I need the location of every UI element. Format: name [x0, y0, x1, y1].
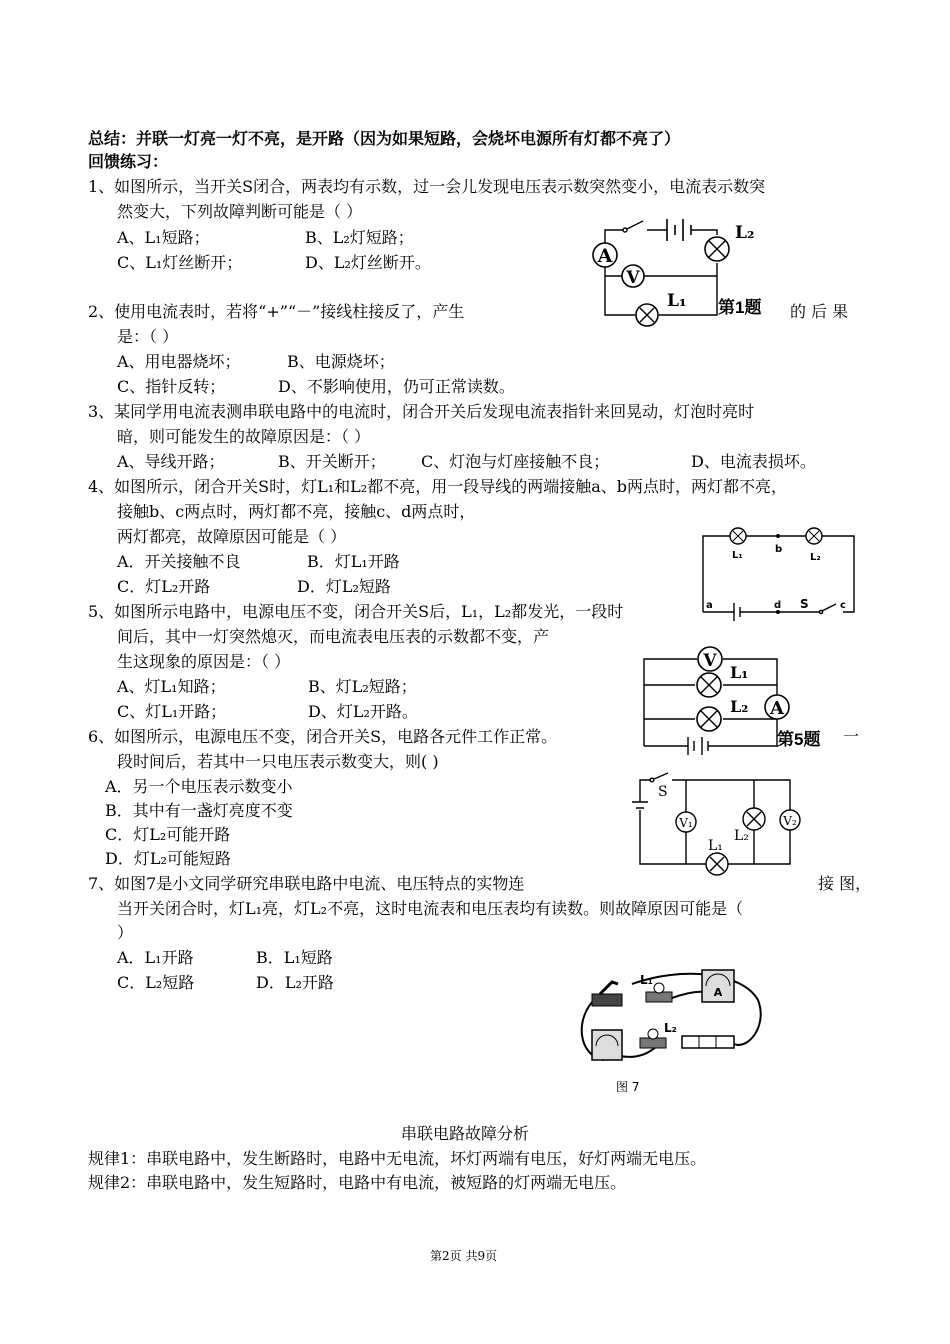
- q4-line1: 4、如图所示，闭合开关S时，灯L₁和L₂都不亮，用一段导线的两端接触a、b两点时，两灯都不亮，: [88, 477, 788, 496]
- figure-q5-circuit: [640, 646, 795, 756]
- label-a: a: [706, 600, 713, 611]
- battery-icon: [682, 1036, 734, 1048]
- q6-option-a: A．另一个电压表示数变小: [105, 777, 293, 796]
- voltmeter-icon: [622, 265, 644, 288]
- label-l1: L₁: [667, 291, 687, 311]
- svg-text:V: V: [626, 268, 640, 288]
- q7-line1-tail: 接 图，: [818, 874, 872, 893]
- label-s: S: [800, 597, 809, 611]
- label-d: d: [774, 600, 782, 611]
- q5-option-c: C、灯L₁开路；: [117, 702, 227, 721]
- label-l1: L₁: [730, 663, 749, 682]
- q2-option-a: A、用电器烧坏；: [117, 352, 241, 371]
- label-l2: L₂: [735, 223, 755, 243]
- q6-line2: 段时间后，若其中一只电压表示数变大，则( ): [117, 752, 439, 771]
- practice-title: 回馈练习：: [88, 152, 169, 171]
- switch-icon: [592, 982, 622, 1006]
- q1-option-b: B、L₂灯短路；: [305, 228, 414, 247]
- q7-line2: 当开关闭合时，灯L₁亮，灯L₂不亮，这时电流表和电压表均有读数。则故障原因可能是（: [117, 899, 744, 918]
- q6-line1: 6、如图所示，电源电压不变，闭合开关S，电路各元件工作正常。: [88, 727, 558, 746]
- q4-line2: 接触b、c两点时，两灯都不亮，接触c、d两点时，: [117, 502, 476, 521]
- lamp-l2-icon: [743, 808, 765, 830]
- figure-q4-circuit: [698, 522, 863, 622]
- q2-option-d: D、不影响使用，仍可正常读数。: [278, 377, 515, 396]
- q5-figure-caption: 第5题: [777, 730, 821, 749]
- q2-line1: 2、使用电流表时，若将“+”“－”接线柱接反了，产生: [88, 302, 465, 321]
- q7-option-c: C．L₂短路: [117, 973, 195, 992]
- svg-text:A: A: [597, 245, 613, 267]
- ammeter-icon: [593, 243, 617, 267]
- q4-option-b: B．灯L₁开路: [307, 552, 400, 571]
- summary: 总结：并联一灯亮一灯不亮，是开路（因为如果短路，会烧坏电源所有灯都不亮了）: [88, 129, 681, 148]
- q5-option-d: D、灯L₂开路。: [308, 702, 418, 721]
- lamp-l2-icon: [705, 237, 729, 261]
- lamp-l1-icon: [636, 304, 658, 326]
- ammeter-icon: [765, 695, 789, 719]
- q4-line3: 两灯都亮，故障原因可能是（ ）: [117, 527, 347, 546]
- lamp-l1-icon: [697, 673, 721, 697]
- q6-option-c: C．灯L₂可能开路: [105, 825, 231, 844]
- label-l2: L₂: [730, 697, 749, 716]
- lamp-l1-icon: [730, 528, 746, 544]
- svg-text:A: A: [770, 698, 784, 719]
- q7-figure-caption: 图 7: [616, 1080, 640, 1094]
- q6-option-d: D．灯L₂可能短路: [105, 849, 231, 868]
- q2-line1-tail: 的 后 果: [790, 302, 849, 321]
- q3-option-a: A、导线开路；: [117, 452, 225, 471]
- svg-text:V₁: V₁: [679, 816, 693, 830]
- page-footer: 第2页 共9页: [430, 1249, 498, 1263]
- q3-option-d: D、电流表损坏。: [691, 452, 816, 471]
- label-s: S: [658, 784, 668, 800]
- q6-line1-tail: 一: [843, 727, 860, 746]
- q1-option-a: A、L₁短路；: [117, 228, 210, 247]
- q5-option-b: B、灯L₂短路；: [308, 677, 417, 696]
- q4-option-c: C．灯L₂开路: [117, 577, 211, 596]
- q7-line3: ）: [117, 923, 134, 942]
- q4-option-a: A．开关接触不良: [117, 552, 241, 571]
- lamp-l2-icon: [806, 528, 822, 544]
- q2-option-c: C、指针反转；: [117, 377, 226, 396]
- q1-line2: 然变大，下列故障判断可能是（ ）: [117, 202, 363, 221]
- q2-line2: 是：（ ）: [117, 327, 179, 346]
- voltmeter-icon: [592, 1030, 622, 1060]
- q3-option-c: C、灯泡与灯座接触不良；: [421, 452, 610, 471]
- q6-option-b: B．其中有一盏灯亮度不变: [105, 801, 293, 820]
- lamp-l2-icon: [697, 707, 721, 731]
- q5-line3: 生这现象的原因是：（ ）: [117, 652, 291, 671]
- voltmeter-v1-icon: [676, 812, 696, 832]
- q2-option-b: B、电源烧坏；: [287, 352, 395, 371]
- voltmeter-v2-icon: [780, 810, 800, 830]
- label-c: c: [840, 600, 846, 611]
- svg-text:V: V: [703, 651, 717, 671]
- label-l1: L₁: [708, 838, 723, 854]
- figure-q6-circuit: [628, 772, 818, 880]
- q3-option-b: B、开关断开；: [278, 452, 386, 471]
- rule-1: 规律1：串联电路中，发生断路时，电路中无电流，坏灯两端有电压，好灯两端无电压。: [88, 1149, 707, 1168]
- ammeter-icon: [702, 970, 734, 1002]
- q5-line1: 5、如图所示电路中，电源电压不变，闭合开关S后，L₁，L₂都发光，一段时: [88, 602, 624, 621]
- rule-2: 规律2：串联电路中，发生短路时，电路中有电流，被短路的灯两端无电压。: [88, 1173, 627, 1192]
- label-b: b: [775, 544, 783, 555]
- lamp-l2-icon: [640, 1029, 666, 1048]
- label-l2: L₂: [810, 552, 821, 563]
- q4-option-d: D．灯L₂短路: [297, 577, 391, 596]
- q1-figure-caption: 第1题: [718, 298, 762, 317]
- label-l1: L₁: [732, 550, 743, 561]
- q1-option-c: C、L₁灯丝断开；: [117, 253, 243, 272]
- q1-line1: 1、如图所示，当开关S闭合，两表均有示数，过一会儿发现电压表示数突然变小，电流表示数突: [88, 177, 766, 196]
- section-title: 串联电路故障分析: [401, 1124, 530, 1143]
- q1-option-d: D、L₂灯丝断开。: [305, 253, 431, 272]
- q7-line1: 7、如图7是小文同学研究串联电路中电流、电压特点的实物连: [88, 874, 525, 893]
- svg-text:A: A: [713, 986, 723, 999]
- q7-option-a: A．L₁开路: [117, 948, 194, 967]
- q5-option-a: A、灯L₁知路；: [117, 677, 226, 696]
- q3-line1: 3、某同学用电流表测串联电路中的电流时，闭合开关后发现电流表指针来回晃动，灯泡时亮时: [88, 402, 755, 421]
- q7-option-d: D．L₂开路: [256, 973, 334, 992]
- voltmeter-icon: [698, 647, 722, 671]
- label-l2: L₂: [664, 1021, 677, 1035]
- lamp-l1-icon: [706, 853, 728, 875]
- q3-line2: 暗，则可能发生的故障原因是：（ ）: [117, 427, 371, 446]
- figure-q7-circuit-photo: [572, 960, 772, 1070]
- label-l2: L₂: [734, 828, 749, 844]
- label-l1: L₁: [640, 973, 653, 987]
- q7-option-b: B．L₁短路: [256, 948, 333, 967]
- q5-line2: 间后，其中一灯突然熄灭，而电流表电压表的示数都不变，产: [117, 627, 550, 646]
- svg-text:V₂: V₂: [783, 814, 797, 828]
